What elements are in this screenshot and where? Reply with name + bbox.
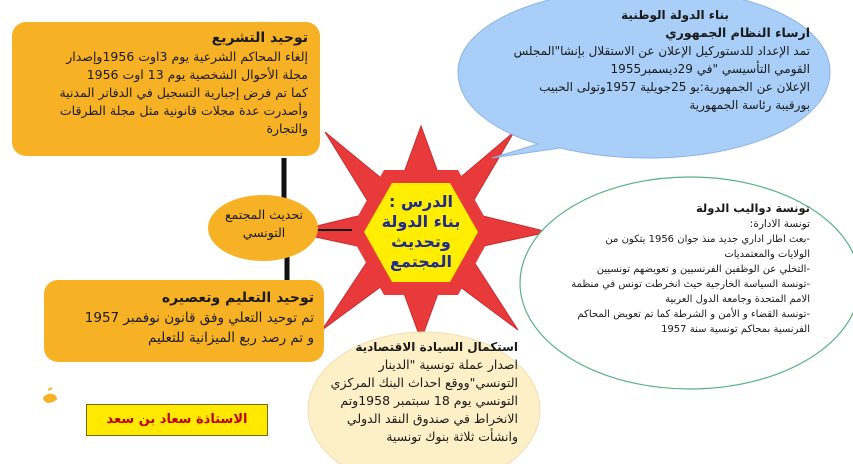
education-text (52, 308, 314, 348)
center-title (375, 192, 467, 272)
modernization-label (212, 206, 316, 242)
center-line: المجتمع (390, 252, 452, 271)
republic-heading: بناء الدولة الوطنية (621, 8, 729, 22)
administration-line: -بعث اطار اداري جديد منذ جوان 1956 يتكون من (605, 234, 810, 245)
republic-line: القومي التأسيسي "في 29ديسمبر1955 (610, 62, 810, 76)
small-mark (44, 388, 56, 402)
center-line: الدرس : (389, 192, 453, 211)
economy-title: استكمال السيادة الاقتصادية (355, 340, 518, 354)
teacher-name: الاستاذة سعاد بن سعد (86, 404, 268, 436)
economy-line: اصدار عملة تونسية "الدينار (378, 357, 518, 372)
administration-line: الامم المتحدة وجامعة الدول العربية (665, 294, 810, 305)
administration-line: -تونسة السياسة الخارجية حيث انخرطت تونس في منظمة (571, 279, 810, 290)
legislation-text (22, 48, 308, 138)
center-line: وتحديث (391, 232, 451, 251)
legislation-line: مجلة الأحوال الشخصية يوم 13 اوت 1956 (86, 67, 308, 82)
republic-line: الإعلان عن الجمهورية:يو 25جويلية 1957وتولى الحبيب (539, 80, 810, 94)
republic-line: بورقيبة رئاسة الجمهورية (689, 98, 810, 112)
economy-line: التونسي"ووقع احداث البنك المركزي (330, 375, 518, 390)
legislation-line: وأصدرت عدة مجلات قانونية مثل مجلة الطرقات (59, 103, 308, 118)
education-title: توحيد التعليم وتعصيره (161, 290, 314, 306)
education-line: تم توحيد التعلي وفق قانون نوفمبر 1957 (84, 310, 314, 326)
legislation-title: توحيد التشريع (211, 30, 308, 46)
legislation-line: والتجارة (266, 121, 308, 136)
legislation-line: إلغاء المحاكم الشرعية يوم 3اوت 1956وإصدار (66, 49, 308, 64)
education-box (44, 280, 324, 362)
economy-line: التونسي يوم 18 سبتمبر 1958وتم (340, 393, 518, 408)
economy-line: الانخراط في صندوق النقد الدولي (346, 411, 518, 426)
education-line: و تم رصد ربع الميزانية للتعليم (148, 330, 314, 346)
modernization-line: تحديث المجتمع (224, 207, 304, 222)
legislation-line: كما تم فرض إجبارية التسجيل في الدفاتر المدنية (59, 85, 308, 100)
administration-subtitle: تونسة الادارة: (749, 218, 810, 230)
administration-line: -تونسة القضاء و الأمن و الشرطة كما تم تعويض المحاكم (577, 309, 810, 320)
administration-line: -التخلي عن الوظفين الفرنسيين و تعويضهم تونسيين (596, 264, 810, 275)
legislation-box (12, 22, 320, 156)
administration-line: الفرنسية بمحاكم تونسية سنة 1957 (661, 324, 810, 335)
republic-line: تمد الإعداد للدستوركيل الإعلان عن الاستقلال بإنشا"المجلس (513, 44, 810, 58)
economy-text (322, 338, 518, 446)
economy-line: وانشأت ثلاثة بنوك تونسية (386, 429, 518, 444)
center-line: بناء الدولة (381, 212, 461, 231)
administration-title: تونسة دواليب الدولة (695, 201, 810, 215)
republic-text (480, 6, 810, 114)
republic-title: ارساء النظام الجمهوري (665, 25, 810, 40)
modernization-line: التونسي (242, 225, 286, 240)
administration-line: الولايات والمعتمديات (724, 249, 810, 260)
administration-text (548, 200, 810, 337)
